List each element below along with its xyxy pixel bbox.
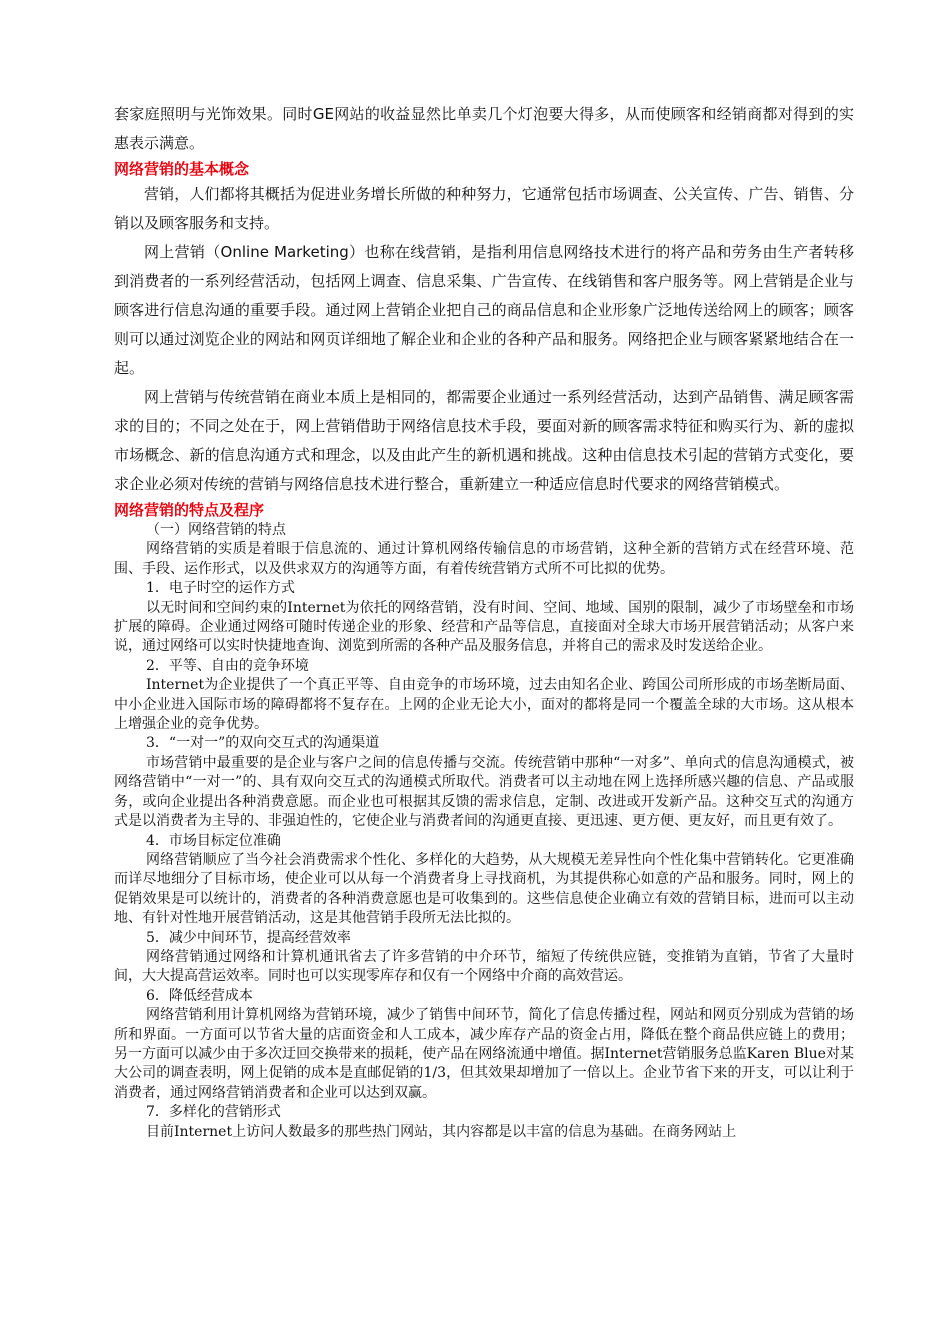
subheading: 1．电子时空的运作方式 <box>146 580 295 597</box>
subheading: （一）网络营销的特点 <box>146 522 286 538</box>
paragraph: 目前Internet上访问人数最多的那些热门网站，其内容都是以丰富的信息为基础。在商务网站上 <box>146 1123 737 1140</box>
subheading: 7．多样化的营销形式 <box>146 1104 281 1121</box>
paragraph: 网络营销通过网络和计算机通讯省去了许多营销的中介环节，缩短了传统供应链，变推销为直销，节省了大量时间，大大提高营运效率。同时也可以实现零库存和仅有一个网络中介商的高效营运。 <box>114 948 854 985</box>
paragraph: 网络营销的实质是着眼于信息流的、通过计算机网络传输信息的市场营销，这种全新的营销方式在经营环境、范围、手段、运作形式，以及供求双方的沟通等方面，有着传统营销方式所不可比拟的优势。 <box>114 541 854 577</box>
section-heading-basic-concepts: 网络营销的基本概念 <box>114 160 250 178</box>
paragraph: Internet为企业提供了一个真正平等、自由竞争的市场环境，过去由知名企业、跨国公司所形成的市场垄断局面、中小企业进入国际市场的障碍都将不复存在。上网的企业无论大小，面对的都将是同一个覆盖全球的大市场。这从根本上增强企业的竞争优势。 <box>114 677 854 733</box>
subheading: 4．市场目标定位准确 <box>146 832 281 849</box>
paragraph: 市场营销中最重要的是企业与客户之间的信息传播与交流。传统营销中那种“一对多”、单向式的信息沟通模式，被网络营销中“一对一”的、具有双向交互式的沟通模式所取代。消费者可以主动地在网上选择所感兴趣的信息、产品或服务，或向企业提出各种消费意愿。而企业也可根据其反馈的需求信息，定制、改进或开发新产品。这种交互式的沟通方式是以消费者为主导的、非强迫性的，它使企业与消费者间的沟通更直接、更迅速、更方便、更友好，而且更有效了。 <box>114 754 854 830</box>
document-page <box>114 100 854 1142</box>
subheading: 6．降低经营成本 <box>146 987 253 1004</box>
paragraph: 网络营销顺应了当今社会消费需求个性化、多样化的大趋势，从大规模无差异性向个性化集中营销转化。它更准确而详尽地细分了目标市场，使企业可以从每一个消费者身上寻找商机，为其提供称心如意的产品和服务。同时，网上的促销效果是可以统计的，消费者的各种消费意愿也是可收集到的。这些信息使企业确立有效的营销目标，进而可以主动地、有针对性地开展营销活动，这是其他营销手段所无法比拟的。 <box>114 851 854 927</box>
paragraph: 网络营销利用计算机网络为营销环境，减少了销售中间环节，简化了信息传播过程，网站和网页分别成为营销的场所和界面。一方面可以节省大量的店面资金和人工成本，减少库存产品的资金占用，降低在整个商品供应链上的费用；另一方面可以减少由于多次迂回交换带来的损耗，使产品在网络流通中增值。据Internet营销服务总监Karen Blue对某大公司的调查表明，网上促销的成本是直邮促销的1/3，但其效果却增加了一倍以上。企业节省下来的开支，可以让利于消费者，通过网络营销消费者和企业可以达到双赢。 <box>114 1007 854 1101</box>
section-heading-features: 网络营销的特点及程序 <box>114 501 265 519</box>
subheading: 3．“一对一”的双向交互式的沟通渠道 <box>146 735 380 752</box>
subheading: 2．平等、自由的竞争环境 <box>146 657 309 674</box>
paragraph: 以无时间和空间约束的Internet为依托的网络营销，没有时间、空间、地域、国别的限制，减少了市场壁垒和市场扩展的障碍。企业通过网络可随时传递企业的形象、经营和产品等信息，直接面对全球大市场开展营销活动；从客户来说，通过网络可以实时快捷地查询、浏览到所需的各种产品及服务信息，并将自己的需求及时发送给企业。 <box>114 599 854 655</box>
paragraph: 营销，人们都将其概括为促进业务增长所做的种种努力，它通常包括市场调查、公关宣传、广告、销售、分销以及顾客服务和支持。 <box>114 185 854 232</box>
paragraph: 网上营销（Online Marketing）也称在线营销，是指利用信息网络技术进行的将产品和劳务由生产者转移到消费者的一系列经营活动，包括网上调查、信息采集、广告宣传、在线销售和客户服务等。网上营销是企业与顾客进行信息沟通的重要手段。通过网上营销企业把自己的商品信息和企业形象广泛地传送给网上的顾客；顾客则可以通过浏览企业的网站和网页详细地了解企业和企业的各种产品和服务。网络把企业与顾客紧紧地结合在一起。 <box>114 243 854 377</box>
paragraph: 网上营销与传统营销在商业本质上是相同的，都需要企业通过一系列经营活动，达到产品销售、满足顾客需求的目的；不同之处在于，网上营销借助于网络信息技术手段，要面对新的顾客需求特征和购买行为、新的虚拟市场概念、新的信息沟通方式和理念，以及由此产生的新机遇和挑战。这种由信息技术引起的营销方式变化，要求企业必须对传统的营销与网络信息技术进行整合，重新建立一种适应信息时代要求的网络营销模式。 <box>114 388 854 493</box>
subheading: 5．减少中间环节，提高经营效率 <box>146 929 351 946</box>
intro-paragraph: 套家庭照明与光饰效果。同时GE网站的收益显然比单卖几个灯泡要大得多，从而使顾客和经销商都对得到的实惠表示满意。 <box>114 105 854 152</box>
